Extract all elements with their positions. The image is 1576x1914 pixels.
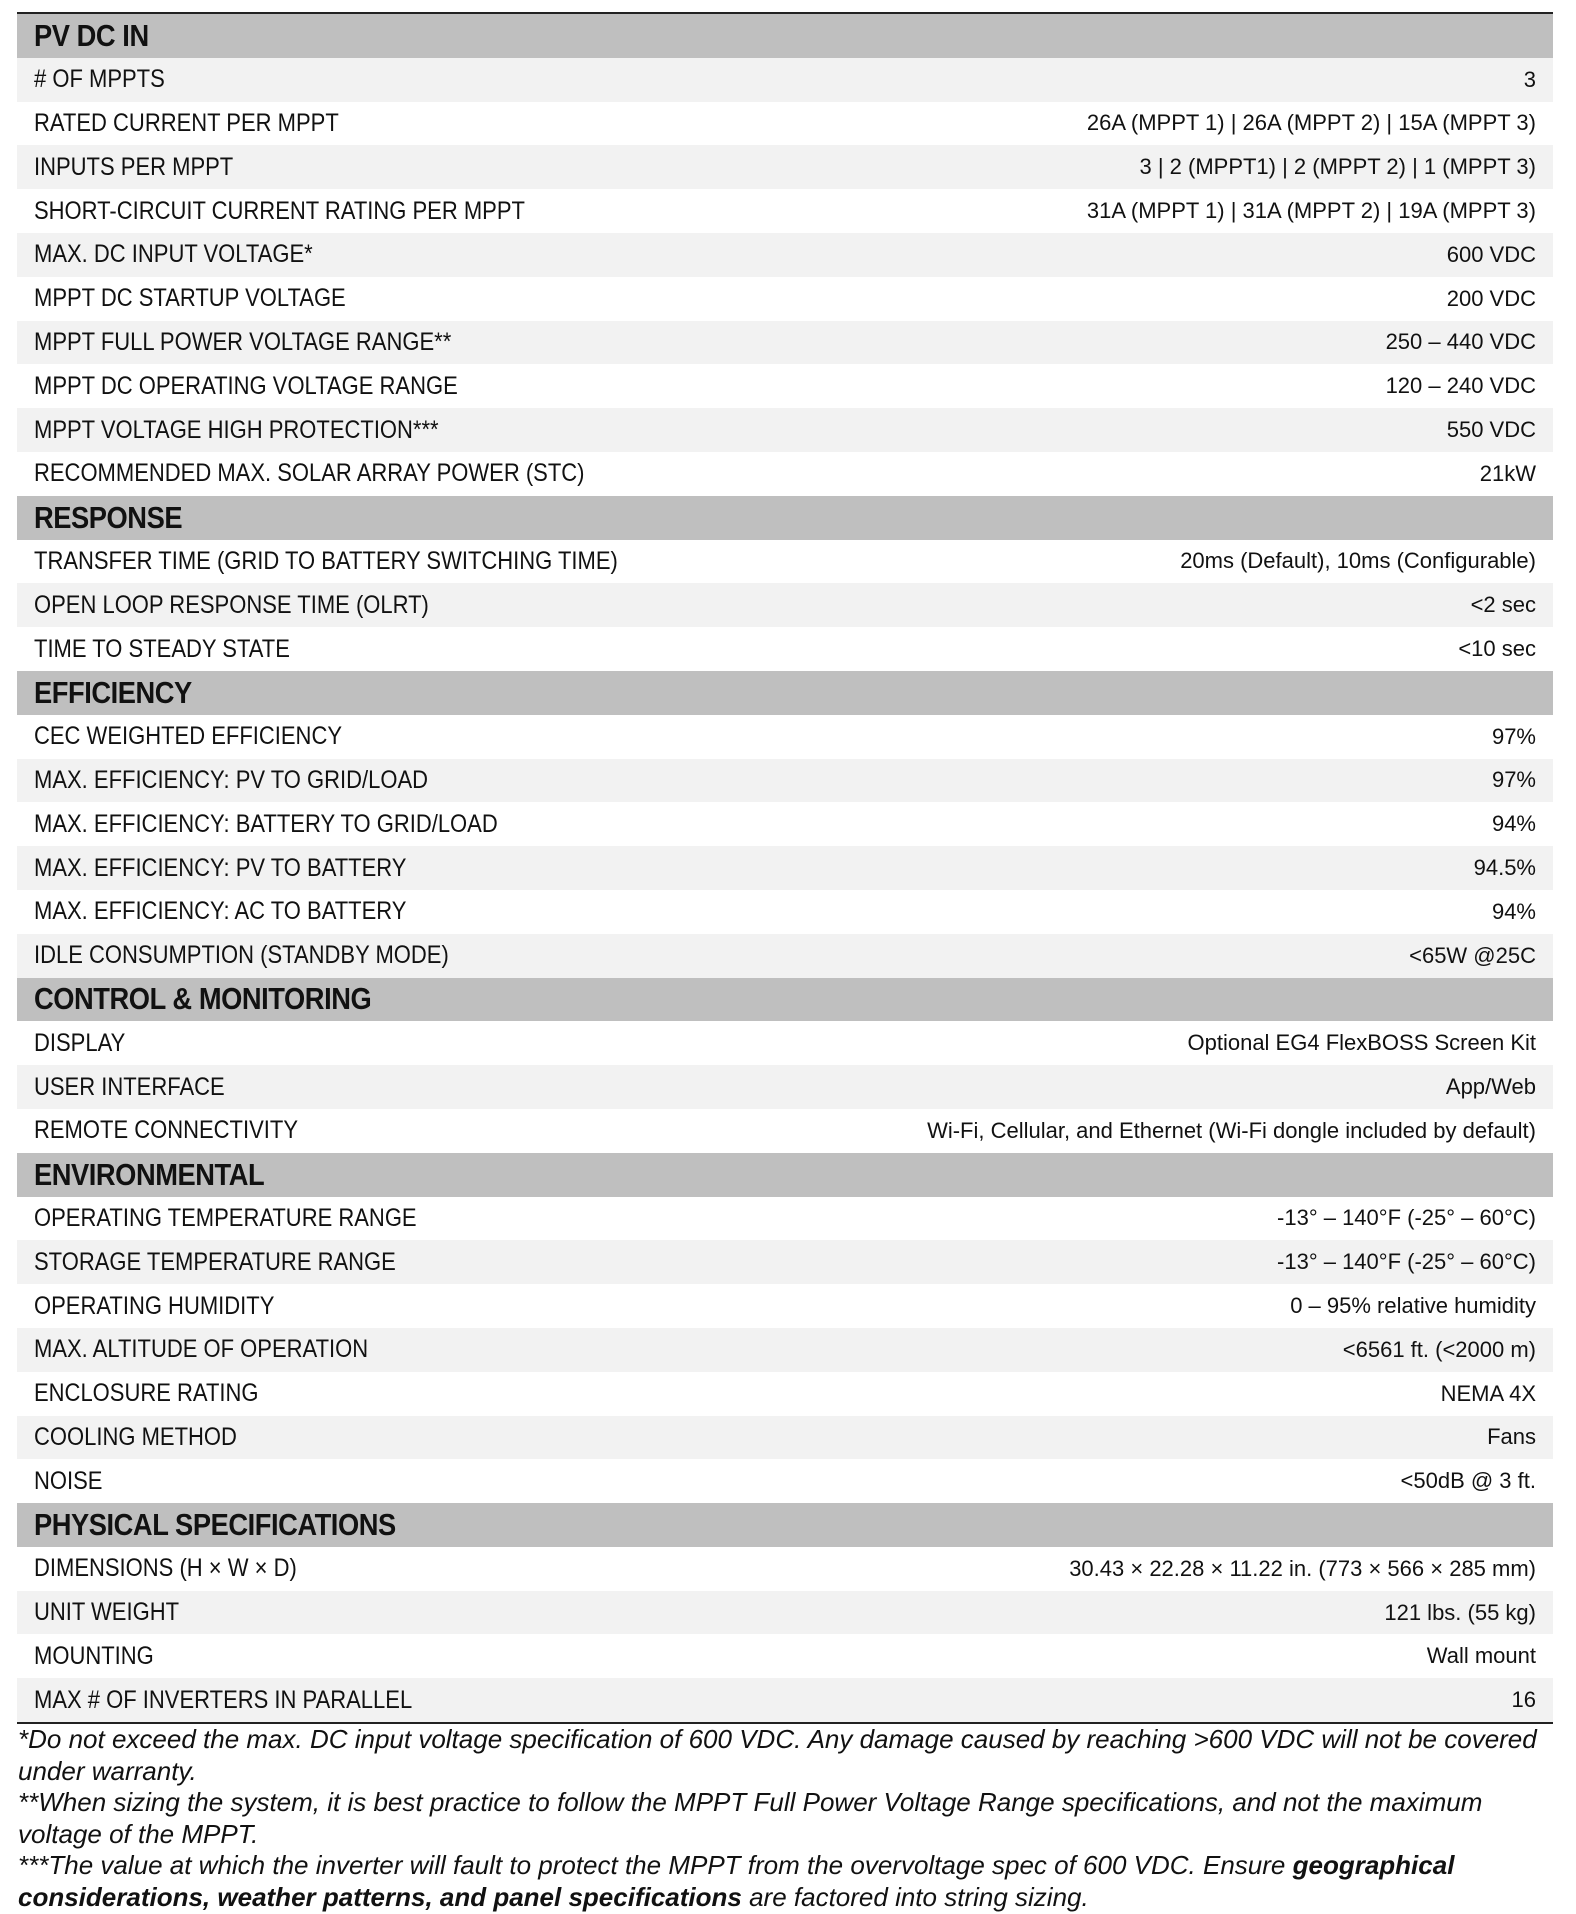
spec-row — [17, 1109, 1553, 1153]
spec-value: 121 lbs. (55 kg) — [1384, 1599, 1536, 1625]
spec-row — [17, 715, 1553, 759]
spec-value: -13° – 140°F (-25° – 60°C) — [1277, 1249, 1536, 1275]
spec-row — [17, 890, 1553, 934]
spec-row — [17, 1021, 1553, 1065]
spec-row — [17, 1284, 1553, 1328]
section-header — [17, 1153, 1553, 1197]
spec-label: REMOTE CONNECTIVITY — [34, 1116, 299, 1145]
spec-value: Wall mount — [1426, 1643, 1536, 1669]
spec-row — [17, 1416, 1553, 1460]
spec-value: Fans — [1487, 1424, 1536, 1450]
spec-row — [17, 1065, 1553, 1109]
spec-label: OPERATING TEMPERATURE RANGE — [34, 1203, 417, 1232]
spec-value: 550 VDC — [1446, 417, 1536, 443]
spec-label: MPPT DC OPERATING VOLTAGE RANGE — [34, 371, 458, 400]
spec-value: <50dB @ 3 ft. — [1400, 1468, 1536, 1494]
spec-value: 31A (MPPT 1) | 31A (MPPT 2) | 19A (MPPT 3) — [1086, 198, 1536, 224]
spec-row — [17, 627, 1553, 671]
section-title: RESPONSE — [34, 499, 183, 535]
spec-value: 600 VDC — [1446, 241, 1536, 267]
spec-row — [17, 233, 1553, 277]
section-title: EFFICIENCY — [34, 674, 192, 710]
spec-row — [17, 102, 1553, 146]
spec-label: NOISE — [34, 1466, 103, 1495]
spec-label: RECOMMENDED MAX. SOLAR ARRAY POWER (STC) — [34, 459, 585, 488]
spec-row — [17, 1591, 1553, 1635]
spec-label: MAX. EFFICIENCY: PV TO GRID/LOAD — [34, 765, 429, 794]
spec-value: 0 – 95% relative humidity — [1290, 1293, 1536, 1318]
section-header — [17, 14, 1553, 58]
spec-label: MAX. DC INPUT VOLTAGE* — [34, 240, 313, 269]
spec-row — [17, 58, 1553, 102]
spec-value: NEMA 4X — [1440, 1380, 1536, 1406]
spec-label: OPEN LOOP RESPONSE TIME (OLRT) — [34, 590, 429, 619]
spec-value: 94% — [1491, 898, 1536, 924]
spec-row — [17, 1240, 1553, 1284]
spec-value: <6561 ft. (<2000 m) — [1342, 1336, 1536, 1362]
spec-label: MAX. EFFICIENCY: BATTERY TO GRID/LOAD — [34, 809, 498, 838]
spec-label: MAX. EFFICIENCY: PV TO BATTERY — [34, 853, 407, 882]
spec-row — [17, 1634, 1553, 1678]
spec-label: TIME TO STEADY STATE — [34, 634, 290, 663]
spec-label: RATED CURRENT PER MPPT — [34, 108, 339, 137]
spec-value: 3 | 2 (MPPT1) | 2 (MPPT 2) | 1 (MPPT 3) — [1139, 154, 1536, 180]
spec-label: MAX # OF INVERTERS IN PARALLEL — [34, 1685, 413, 1714]
spec-row — [17, 408, 1553, 452]
section-title: ENVIRONMENTAL — [34, 1156, 265, 1192]
spec-row — [17, 364, 1553, 408]
spec-label: ENCLOSURE RATING — [34, 1379, 259, 1408]
section-header — [17, 978, 1553, 1022]
spec-label: OPERATING HUMIDITY — [34, 1291, 275, 1320]
spec-label: SHORT-CIRCUIT CURRENT RATING PER MPPT — [34, 196, 525, 225]
spec-row — [17, 1197, 1553, 1241]
footnote-1: *Do not exceed the max. DC input voltage specification of 600 VDC. Any damage caused by reaching >600 VDC will not be covered under warranty. — [18, 1724, 1537, 1786]
spec-label: UNIT WEIGHT — [34, 1598, 180, 1627]
section-header — [17, 496, 1553, 540]
footnote-3: ***The value at which the inverter will fault to protect the MPPT from the overvoltage spec of 600 VDC. Ensure geographical considerations, weather patterns, and panel specifications are factored into string sizing. — [18, 1850, 1455, 1912]
spec-row — [17, 1678, 1553, 1722]
spec-row — [17, 1547, 1553, 1591]
spec-value: 3 — [1523, 66, 1536, 92]
spec-value: <10 sec — [1458, 636, 1536, 662]
spec-value: 200 VDC — [1446, 285, 1536, 311]
spec-value: <65W @25C — [1409, 942, 1536, 968]
section-title: PHYSICAL SPECIFICATIONS — [34, 1506, 396, 1542]
spec-label: MPPT VOLTAGE HIGH PROTECTION*** — [34, 415, 439, 444]
spec-label: DISPLAY — [34, 1028, 126, 1057]
spec-value: 250 – 440 VDC — [1385, 329, 1536, 355]
section-header — [17, 1503, 1553, 1547]
spec-row — [17, 846, 1553, 890]
spec-label: MAX. ALTITUDE OF OPERATION — [34, 1335, 369, 1364]
spec-value: 26A (MPPT 1) | 26A (MPPT 2) | 15A (MPPT 3) — [1086, 110, 1536, 136]
footnote-2: **When sizing the system, it is best practice to follow the MPPT Full Power Voltage Range specifications, and not the maximum voltage of the MPPT. — [18, 1787, 1483, 1849]
spec-row — [17, 759, 1553, 803]
spec-value: 30.43 × 22.28 × 11.22 in. (773 × 566 × 285 mm) — [1069, 1555, 1536, 1581]
spec-value: Wi-Fi, Cellular, and Ethernet (Wi-Fi dongle included by default) — [927, 1117, 1536, 1143]
spec-row — [17, 583, 1553, 627]
section-title: CONTROL & MONITORING — [34, 981, 372, 1017]
spec-value: <2 sec — [1470, 592, 1536, 618]
spec-row — [17, 189, 1553, 233]
spec-label: # OF MPPTS — [34, 65, 165, 94]
spec-value: Optional EG4 FlexBOSS Screen Kit — [1187, 1030, 1536, 1056]
spec-label: INPUTS PER MPPT — [34, 152, 234, 181]
spec-label: DIMENSIONS (H × W × D) — [34, 1554, 297, 1583]
spec-value: -13° – 140°F (-25° – 60°C) — [1277, 1205, 1536, 1231]
spec-table — [17, 12, 1553, 1724]
spec-row — [17, 540, 1553, 584]
spec-label: USER INTERFACE — [34, 1072, 225, 1101]
spec-row — [17, 277, 1553, 321]
spec-row — [17, 321, 1553, 365]
spec-row — [17, 1328, 1553, 1372]
spec-value: 94.5% — [1473, 855, 1536, 881]
spec-row — [17, 452, 1553, 496]
spec-label: MPPT FULL POWER VOLTAGE RANGE** — [34, 327, 452, 356]
spec-value: 120 – 240 VDC — [1385, 373, 1536, 399]
spec-value: 97% — [1491, 723, 1536, 749]
footnote-3-emphasis: geographical considerations, weather patterns, and panel specifications — [18, 1850, 1455, 1912]
spec-label: CEC WEIGHTED EFFICIENCY — [34, 722, 343, 751]
spec-row — [17, 1459, 1553, 1503]
section-header — [17, 671, 1553, 715]
spec-row — [17, 1372, 1553, 1416]
spec-value: 21kW — [1479, 460, 1536, 486]
spec-value: App/Web — [1445, 1074, 1536, 1100]
spec-value: 97% — [1491, 767, 1536, 793]
spec-label: COOLING METHOD — [34, 1422, 237, 1451]
spec-label: MAX. EFFICIENCY: AC TO BATTERY — [34, 897, 407, 926]
spec-label: STORAGE TEMPERATURE RANGE — [34, 1247, 396, 1276]
spec-label: TRANSFER TIME (GRID TO BATTERY SWITCHING TIME) — [34, 546, 618, 575]
spec-label: MOUNTING — [34, 1641, 154, 1670]
spec-label: MPPT DC STARTUP VOLTAGE — [34, 284, 346, 313]
spec-value: 20ms (Default), 10ms (Configurable) — [1180, 548, 1536, 574]
spec-label: IDLE CONSUMPTION (STANDBY MODE) — [34, 941, 449, 970]
spec-row — [17, 934, 1553, 978]
spec-row — [17, 145, 1553, 189]
spec-row — [17, 802, 1553, 846]
section-title: PV DC IN — [34, 17, 149, 53]
spec-value: 16 — [1511, 1687, 1536, 1713]
spec-value: 94% — [1491, 811, 1536, 837]
footnotes — [18, 1724, 1558, 1914]
